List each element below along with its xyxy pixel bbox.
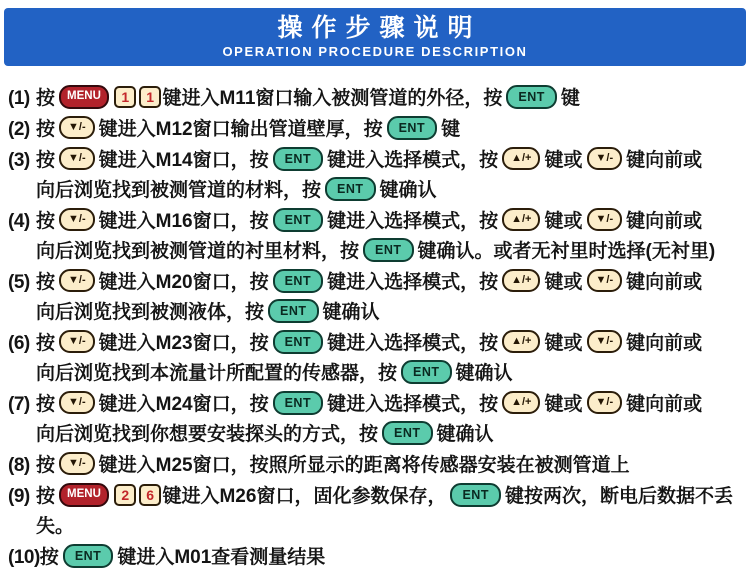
step-text-segment: 键进入选择模式，按 [327,333,499,354]
step-text-segment: 键确认。或者无衬里时选择(无衬里) [417,241,716,262]
step-text [36,115,748,145]
step-text [36,451,748,481]
step-text-segment: 键进入M26窗口，固化参数保存， [162,486,447,507]
step-text-segment: 按 [36,211,56,232]
step-text [36,390,748,450]
step-text [36,482,748,542]
menu-key-badge: MENU [59,85,109,109]
step-text-segment: 向后浏览找到被测管道的衬里材料，按 [36,241,360,262]
step-number: (9) [8,486,30,507]
ent-key-badge: ENT [273,147,324,171]
step-row [8,84,748,114]
step-number: (6) [8,333,30,354]
step-text-segment: 键向前或 [626,333,703,354]
ent-key-badge: ENT [273,391,324,415]
digit-key-badge-1: 1 [114,86,136,108]
down-key-badge: ▼/- [587,391,623,414]
step-row [8,207,748,267]
step-text-segment: 按 [36,150,56,171]
step-number: (1) [8,88,30,109]
digit-key-badge-1: 1 [139,86,161,108]
ent-key-badge: ENT [268,299,319,323]
step-text-segment: 按 [36,455,56,476]
step-text-segment: 键向前或 [626,272,703,293]
step-text-segment: 键或 [544,394,583,415]
down-key-badge: ▼/- [587,269,623,292]
step-text-segment: 按 [36,272,56,293]
ent-key-badge: ENT [387,116,438,140]
down-key-badge: ▼/- [587,147,623,170]
ent-key-badge: ENT [506,85,557,109]
up-key-badge: ▲/+ [502,391,540,414]
step-text-segment: 键进入M24窗口，按 [98,394,269,415]
step-text-segment: 键确认 [322,302,380,323]
step-text [36,146,748,206]
ent-key-badge: ENT [273,330,324,354]
menu-key-badge: MENU [59,483,109,507]
up-key-badge: ▲/+ [502,208,540,231]
ent-key-badge: ENT [63,544,114,568]
step-row [8,268,748,328]
step-number: (10) [8,547,40,568]
step-text [36,329,748,389]
step-text-segment: 键进入选择模式，按 [327,272,499,293]
step-text [36,268,748,328]
step-text [36,207,748,267]
ent-key-badge: ENT [363,238,414,262]
step-text-segment: 向后浏览找到本流量计所配置的传感器，按 [36,363,398,384]
page-title: 操作步骤说明 [277,14,482,43]
down-key-badge: ▼/- [59,452,95,475]
header-banner [4,8,746,66]
step-text-segment: 键进入M12窗口输出管道壁厚，按 [98,119,383,140]
up-key-badge: ▲/+ [502,330,540,353]
step-number: (2) [8,119,30,140]
page-subtitle: OPERATION PROCEDURE DESCRIPTION [222,44,528,60]
step-text-segment: 键向前或 [626,211,703,232]
up-key-badge: ▲/+ [502,269,540,292]
step-text-segment: 键进入M23窗口，按 [98,333,269,354]
step-row [8,390,748,450]
step-number: (7) [8,394,30,415]
step-row [8,451,748,481]
down-key-badge: ▼/- [59,147,95,170]
step-text-segment: 键进入选择模式，按 [327,150,499,171]
step-text-segment: 向后浏览找到被测液体，按 [36,302,265,323]
step-row [8,482,748,542]
digit-key-badge-6: 6 [139,484,161,506]
ent-key-badge: ENT [382,421,433,445]
step-text [36,84,748,114]
step-text-segment: 键进入M14窗口，按 [98,150,269,171]
step-text-segment: 键或 [544,211,583,232]
step-row [8,543,748,573]
down-key-badge: ▼/- [59,330,95,353]
step-text-segment: 按 [36,333,56,354]
step-text-segment: 按 [36,119,56,140]
step-text-segment: 键向前或 [626,394,703,415]
up-key-badge: ▲/+ [502,147,540,170]
step-text-segment: 键或 [544,272,583,293]
step-number: (5) [8,272,30,293]
step-row [8,146,748,206]
step-text-segment: 按 [36,486,56,507]
step-text-segment: 向后浏览找到被测管道的材料，按 [36,180,322,201]
step-text-segment: 按 [36,88,56,109]
step-text-segment: 键确认 [436,424,494,445]
step-text-segment: 键向前或 [626,150,703,171]
steps-list [0,66,750,573]
step-number: (8) [8,455,30,476]
down-key-badge: ▼/- [59,269,95,292]
step-text-segment: 按 [36,394,56,415]
down-key-badge: ▼/- [587,208,623,231]
step-number: (4) [8,211,30,232]
step-text-segment: 键或 [544,150,583,171]
step-text-segment: 键进入M20窗口，按 [98,272,269,293]
step-row [8,329,748,389]
step-text-segment: 键进入M25窗口，按照所显示的距离将传感器安装在被测管道上 [98,455,630,476]
step-text-segment: 键进入选择模式，按 [327,211,499,232]
ent-key-badge: ENT [273,208,324,232]
step-text-segment: 键进入M11窗口输入被测管道的外径，按 [162,88,503,109]
ent-key-badge: ENT [325,177,376,201]
step-text-segment: 按 [39,547,59,568]
step-text-segment: 键确认 [379,180,437,201]
step-text-segment: 向后浏览找到你想要安装探头的方式，按 [36,424,379,445]
step-row [8,115,748,145]
down-key-badge: ▼/- [59,208,95,231]
step-text-segment: 键进入M16窗口，按 [98,211,269,232]
step-text-segment: 键确认 [455,363,513,384]
ent-key-badge: ENT [450,483,501,507]
ent-key-badge: ENT [273,269,324,293]
step-text-segment: 键进入M01查看测量结果 [117,547,326,568]
down-key-badge: ▼/- [587,330,623,353]
step-text-segment: 键按两次，断电后数据不丢失。 [36,486,733,537]
step-text-segment: 键进入选择模式，按 [327,394,499,415]
step-text-segment: 键或 [544,333,583,354]
step-text-segment: 键 [441,119,461,140]
step-text [40,543,748,573]
step-number: (3) [8,150,30,171]
down-key-badge: ▼/- [59,116,95,139]
ent-key-badge: ENT [401,360,452,384]
down-key-badge: ▼/- [59,391,95,414]
digit-key-badge-2: 2 [114,484,136,506]
step-text-segment: 键 [560,88,580,109]
